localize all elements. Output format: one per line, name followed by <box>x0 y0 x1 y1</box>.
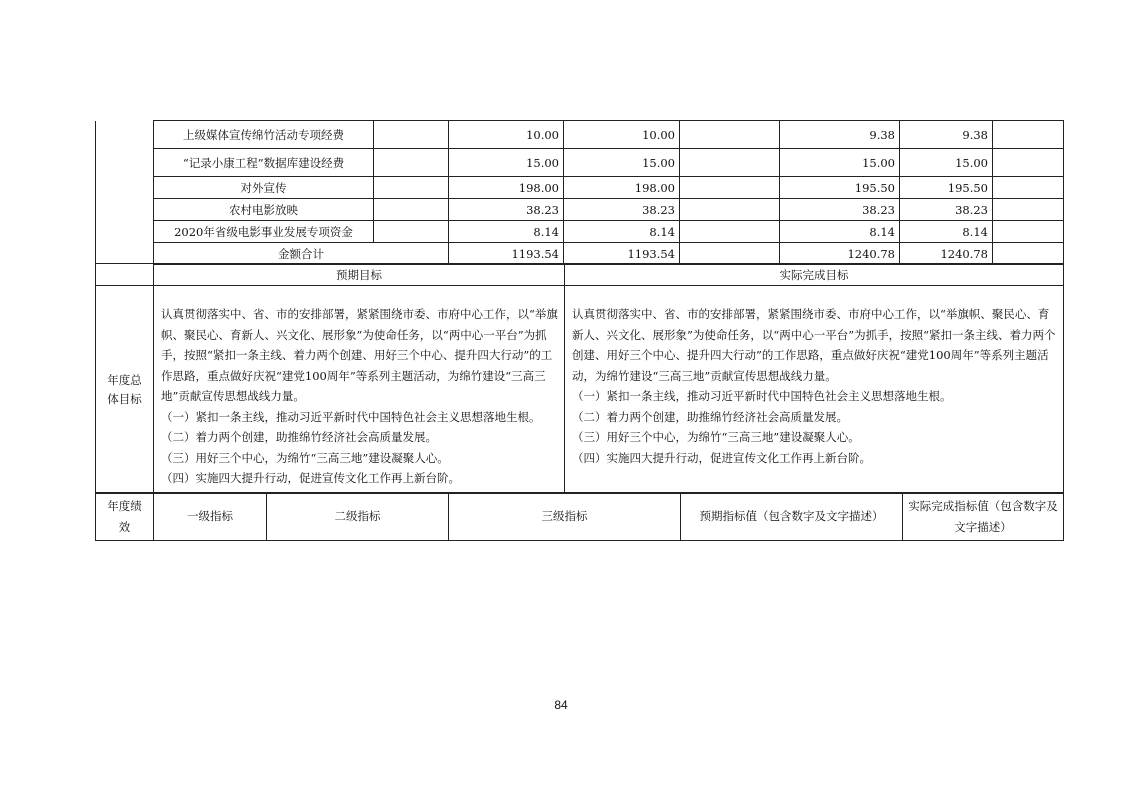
actual-goal-header: 实际完成目标 <box>565 264 1064 286</box>
total-cell: 1240.78 <box>780 243 900 265</box>
budget-side-cell <box>96 199 154 221</box>
budget-cell: 15.00 <box>900 149 993 177</box>
budget-cell: 15.00 <box>780 149 900 177</box>
total-cell: 1240.78 <box>900 243 993 265</box>
actual-goal-item: （二）着力两个创建，助推绵竹经济社会高质量发展。 <box>572 409 848 424</box>
actual-goal-text <box>565 286 1064 494</box>
budget-cell <box>680 199 780 221</box>
level2-indicator-header: 二级指标 <box>267 493 449 541</box>
annual-goals-table <box>95 263 1064 494</box>
budget-item-name: 2020年省级电影事业发展专项资金 <box>154 221 374 243</box>
budget-cell <box>680 221 780 243</box>
table-row <box>96 199 1064 221</box>
budget-item-name: 农村电影放映 <box>154 199 374 221</box>
planned-goal-item: （三）用好三个中心，为绵竹“三高三地”建设凝聚人心。 <box>161 450 449 465</box>
budget-cell <box>374 177 449 199</box>
total-cell <box>993 243 1064 265</box>
budget-cell: 8.14 <box>564 221 680 243</box>
budget-cell: 195.50 <box>780 177 900 199</box>
table-row <box>96 121 1064 149</box>
budget-side-cell <box>96 221 154 243</box>
budget-item-name: 对外宣传 <box>154 177 374 199</box>
expected-indicator-header: 预期指标值（包含数字及文字描述） <box>681 493 903 541</box>
annual-performance-label <box>96 493 154 541</box>
annual-goals-label: 年度总体目标 <box>107 372 142 406</box>
planned-goal-text <box>154 286 565 494</box>
budget-side-cell <box>96 121 154 149</box>
budget-cell: 38.23 <box>900 199 993 221</box>
actual-goal-item: （三）用好三个中心，为绵竹“三高三地”建设凝聚人心。 <box>572 430 860 444</box>
budget-cell <box>993 221 1064 243</box>
table-row <box>96 149 1064 177</box>
budget-cell: 9.38 <box>780 121 900 149</box>
budget-table <box>95 120 1064 265</box>
budget-cell <box>374 121 449 149</box>
table-row <box>96 177 1064 199</box>
actual-indicator-header: 实际完成指标值（包含数字及文字描述） <box>903 493 1064 541</box>
budget-cell <box>374 221 449 243</box>
planned-goal-item: （二）着力两个创建，助推绵竹经济社会高质量发展。 <box>161 430 437 444</box>
budget-cell <box>680 149 780 177</box>
budget-cell <box>680 121 780 149</box>
budget-cell <box>374 199 449 221</box>
budget-cell: 8.14 <box>900 221 993 243</box>
budget-item-name: “记录小康工程”数据库建设经费 <box>154 149 374 177</box>
budget-cell: 195.50 <box>900 177 993 199</box>
budget-cell: 198.00 <box>449 177 564 199</box>
total-cell: 1193.54 <box>564 243 680 265</box>
level1-indicator-header: 一级指标 <box>154 493 267 541</box>
budget-cell: 15.00 <box>449 149 564 177</box>
page-number: 84 <box>554 698 568 712</box>
actual-goal-item: （一）紧扣一条主线，推动习近平新时代中国特色社会主义思想落地生根。 <box>572 389 952 403</box>
budget-cell: 10.00 <box>564 121 680 149</box>
budget-side-cell <box>96 243 154 265</box>
annual-performance-label-text: 年度绩效 <box>107 498 142 534</box>
level3-indicator-header: 三级指标 <box>449 493 681 541</box>
budget-cell: 38.23 <box>564 199 680 221</box>
total-cell <box>680 243 780 265</box>
planned-goal-paragraph: 认真贯彻落实中、省、市的安排部署，紧紧围绕市委、市府中心工作，以“举旗帜、聚民心、育新人、兴文化、展形象”为使命任务，以“两中心一平台”为抓手，按照“紧扣一条主线、着力两个创建、用好三个中心、提升四大行动”的工作思路，重点做好庆祝“建党100周年”等系列主题活动，为绵竹建设“三高三地”贡献宣传思想战线力量。 <box>161 307 558 403</box>
total-row <box>96 243 1064 265</box>
budget-cell: 198.00 <box>564 177 680 199</box>
planned-goal-item: （四）实施四大提升行动，促进宣传文化工作再上新台阶。 <box>161 471 460 485</box>
budget-side-cell <box>96 149 154 177</box>
budget-side-cell <box>96 177 154 199</box>
annual-goals-label-cell <box>96 286 154 494</box>
budget-cell: 8.14 <box>449 221 564 243</box>
budget-cell: 9.38 <box>900 121 993 149</box>
budget-cell: 38.23 <box>780 199 900 221</box>
budget-item-name: 上级媒体宣传绵竹活动专项经费 <box>154 121 374 149</box>
actual-goal-paragraph: 认真贯彻落实中、省、市的安排部署，紧紧围绕市委、市府中心工作，以“举旗帜、聚民心、育新人、兴文化、展形象”为使命任务，以“两中心一平台”为抓手，按照“紧扣一条主线、着力两个创建、用好三个中心、提升四大行动”的工作思路，重点做好庆祝“建党100周年”等系列主题活动，为绵竹建设“三高三地”贡献宣传思想战线力量。 <box>572 307 1056 383</box>
budget-cell: 10.00 <box>449 121 564 149</box>
total-label: 金额合计 <box>154 243 449 265</box>
budget-cell <box>993 199 1064 221</box>
budget-cell <box>993 149 1064 177</box>
performance-header-table <box>95 492 1064 541</box>
planned-goal-header: 预期目标 <box>154 264 565 286</box>
actual-goal-item: （四）实施四大提升行动，促进宣传文化工作再上新台阶。 <box>572 450 871 465</box>
budget-cell <box>993 121 1064 149</box>
budget-cell: 15.00 <box>564 149 680 177</box>
total-cell: 1193.54 <box>449 243 564 265</box>
budget-cell <box>680 177 780 199</box>
table-row <box>96 221 1064 243</box>
budget-cell <box>993 177 1064 199</box>
planned-goal-item: （一）紧扣一条主线，推动习近平新时代中国特色社会主义思想落地生根。 <box>161 409 541 424</box>
goals-corner-cell <box>96 264 154 286</box>
budget-cell <box>374 149 449 177</box>
budget-cell: 8.14 <box>780 221 900 243</box>
budget-cell: 38.23 <box>449 199 564 221</box>
